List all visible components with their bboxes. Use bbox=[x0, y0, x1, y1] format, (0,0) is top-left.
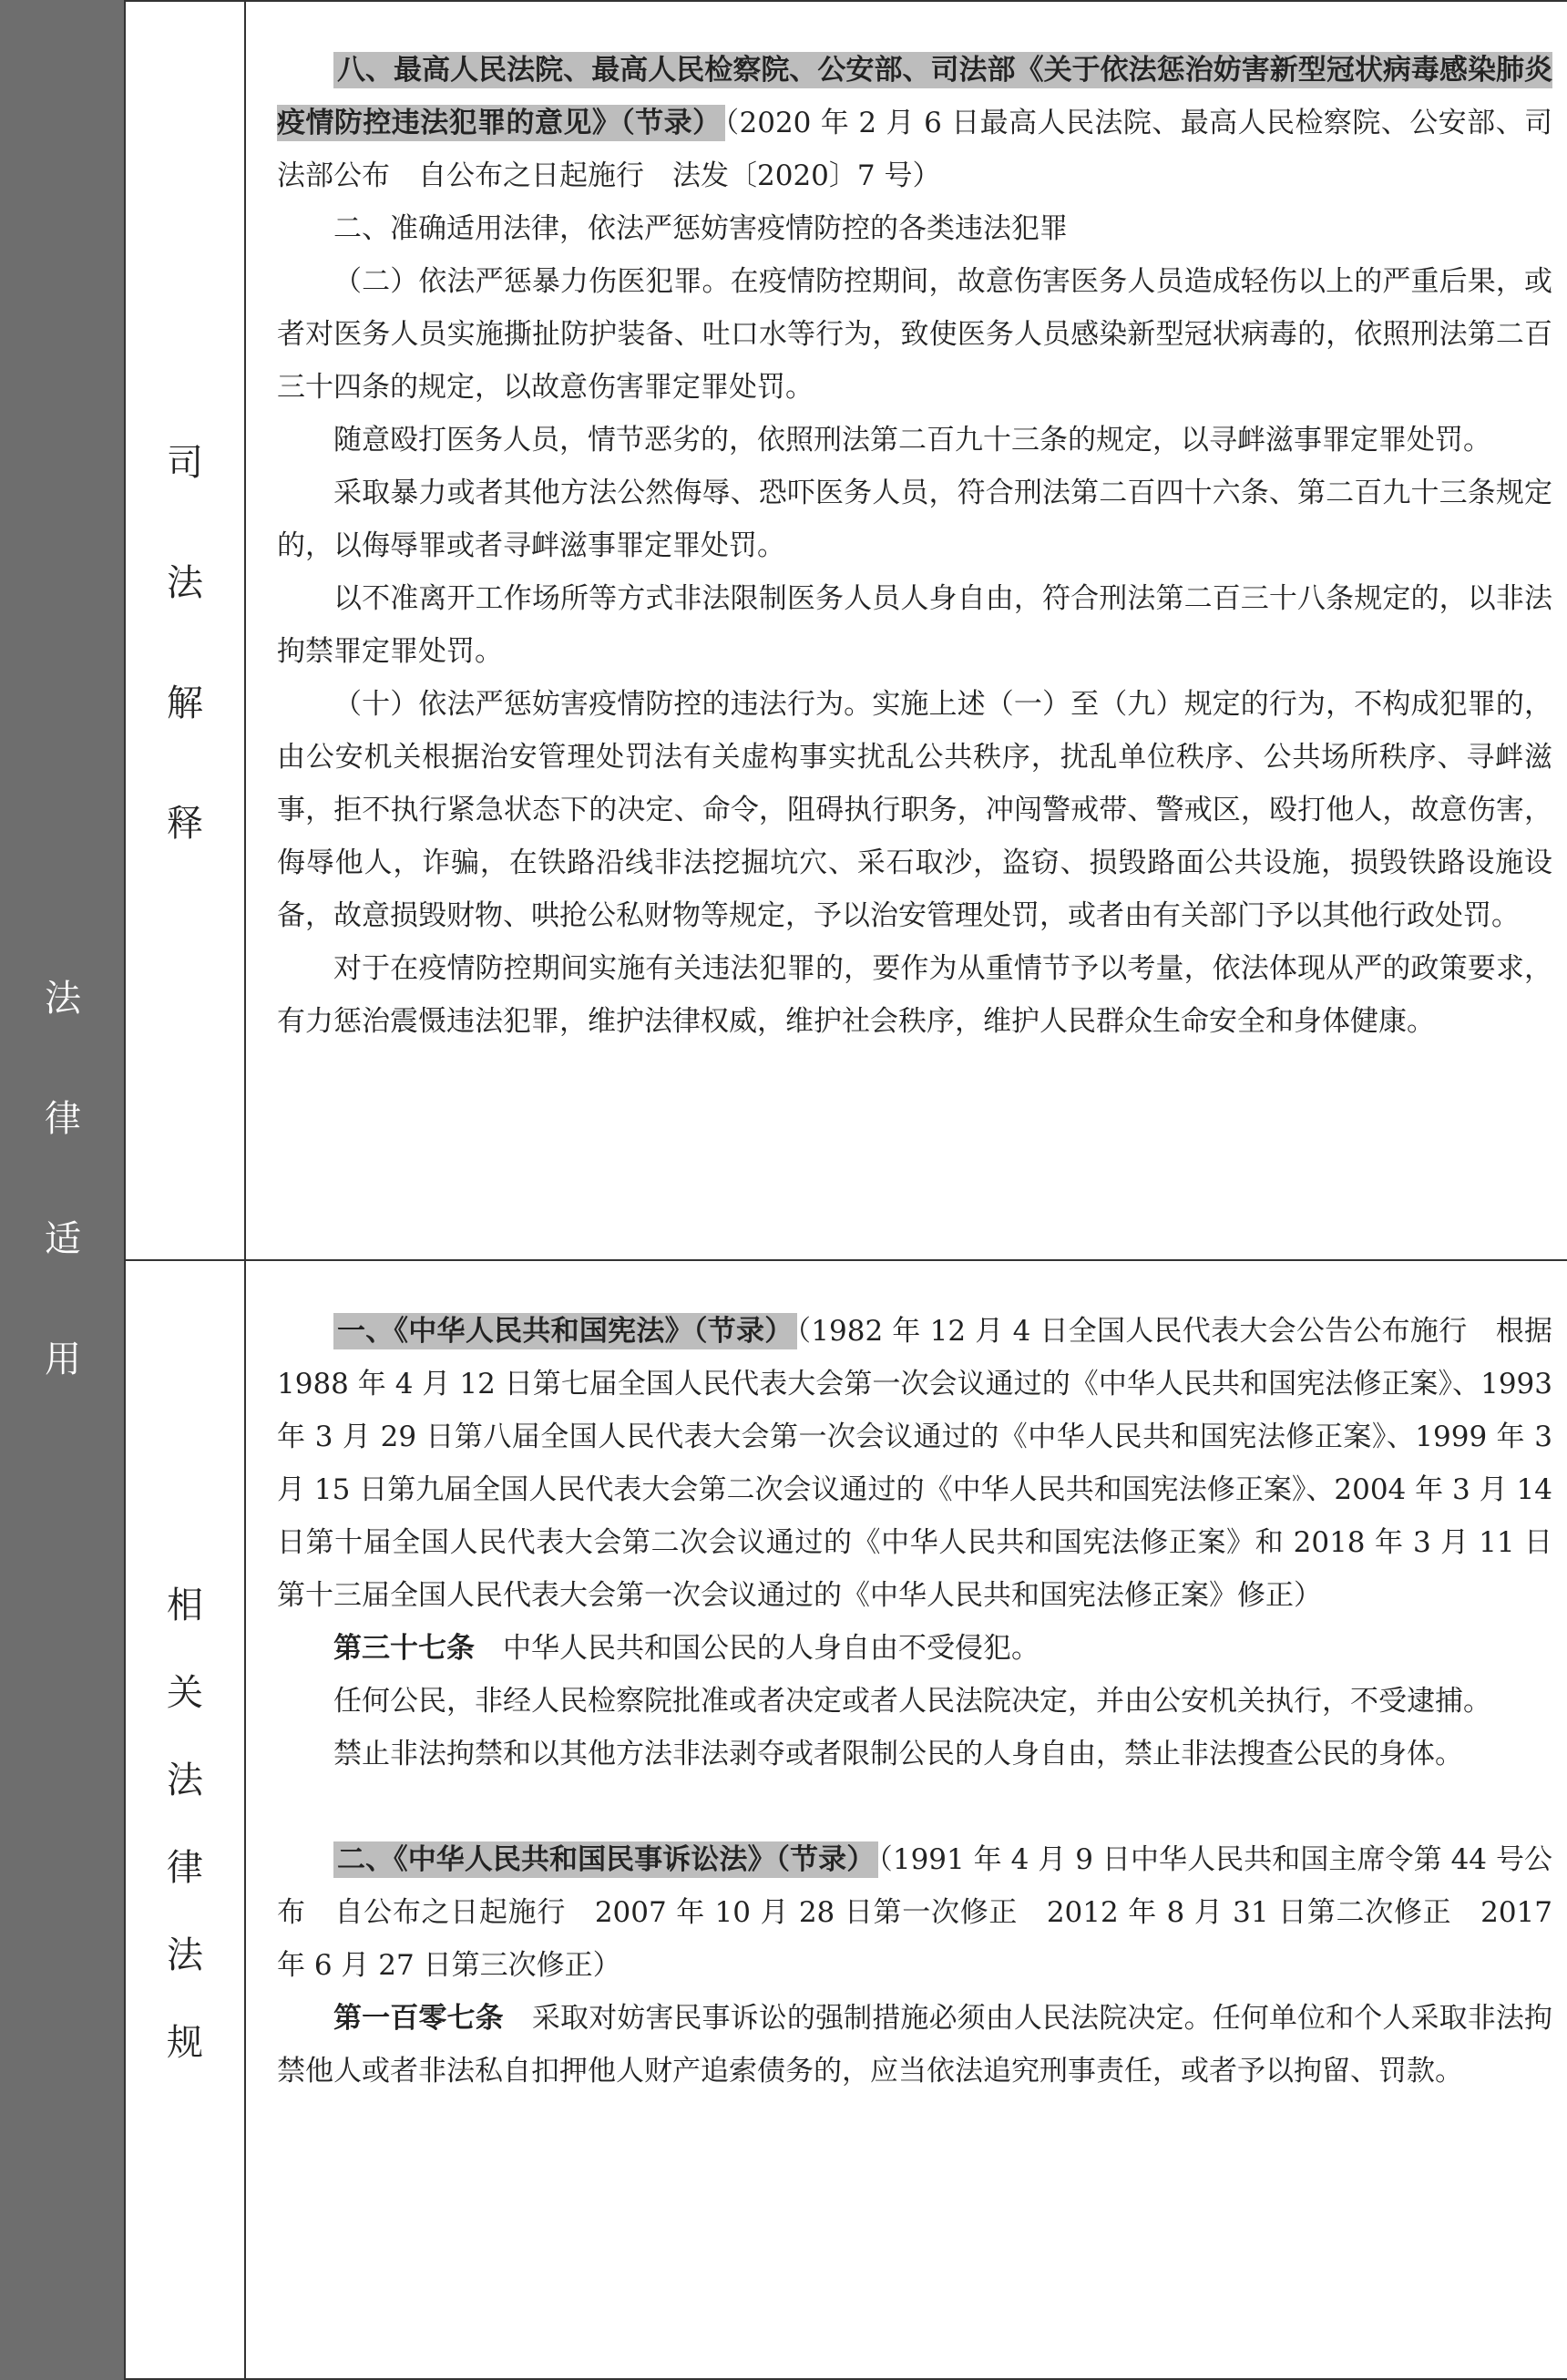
article-label: 第一百零七条 bbox=[333, 2002, 504, 2035]
section-content bbox=[246, 2, 1567, 1259]
law-title: 二、《中华人民共和国民事诉讼法》（节录） bbox=[333, 1841, 878, 1878]
paragraph: 任何公民，非经人民检察院批准或者决定或者人民法院决定，并由公安机关执行，不受逮捕。 bbox=[333, 1685, 1491, 1718]
section-label bbox=[126, 1562, 244, 2087]
law-title: 一、《中华人民共和国宪法》（节录） bbox=[333, 1313, 797, 1349]
document-heading bbox=[277, 44, 1552, 202]
law-heading bbox=[277, 1833, 1552, 1992]
paragraph: 对于在疫情防控期间实施有关违法犯罪的，要作为从重情节予以考量，依法体现从严的政策要求，有力惩治震慑违法犯罪，维护法律权威，维护社会秩序，维护人民群众生命安全和身体健康。 bbox=[277, 952, 1552, 1038]
section-related-laws bbox=[126, 1261, 1567, 2380]
law-heading bbox=[277, 1305, 1552, 1622]
section-label-char: 司 bbox=[167, 442, 203, 484]
section-label-char: 释 bbox=[167, 803, 203, 845]
outer-char: 法 bbox=[45, 978, 81, 1020]
section-label-char: 规 bbox=[167, 2022, 203, 2064]
section-label bbox=[126, 403, 244, 884]
outer-char: 用 bbox=[45, 1339, 81, 1380]
section-label-char: 法 bbox=[167, 1934, 203, 1976]
article-text: 采取对妨害民事诉讼的强制措施必须由人民法院决定。任何单位和个人采取非法拘禁他人或者非法私自扣押他人财产追索债务的，应当依法追究刑事责任，或者予以拘留、罚款。 bbox=[277, 2002, 1553, 2088]
paragraph: 随意殴打医务人员，情节恶劣的，依照刑法第二百九十三条的规定，以寻衅滋事罪定罪处罚。 bbox=[333, 424, 1491, 457]
section-label-column bbox=[126, 1261, 246, 2378]
paragraph: 二、准确适用法律，依法严惩妨害疫情防控的各类违法犯罪 bbox=[333, 212, 1068, 245]
law-meta: （1982 年 12 月 4 日全国人民代表大会公告公布施行 根据 1988 年 4 月 12 日第七届全国人民代表大会第一次会议通过的《中华人民共和国宪法修正案》、1993 年 3 月 29 日第八届全国人民代表大会第一次会议通过的《中华人民共和国宪法修正案》、1999 年 3 月 15 日第九届全国人民代表大会第二次会议通过的《中华人民共和国宪法修正案》、2004 年 3 月 14 日第十届全国人民代表大会第二次会议通过的《中华人民共和国宪法修正案》和 2018 年 3 月 11 日第十三届全国人民代表大会第一次会议通过的《中华人民共和国宪法修正案》修正） bbox=[277, 1315, 1552, 1612]
law-meta: （1991 年 4 月 9 日中华人民共和国主席令第 44 号公布 自公布之日起施行 2007 年 10 月 28 日第一次修正 2012 年 8 月 31 日第二次修正 2017 年 6 月 27 日第三次修正） bbox=[277, 1843, 1553, 1982]
document-title: 八、最高人民法院、最高人民检察院、公安部、司法部《关于依法惩治妨害新型冠状病毒感染肺炎疫情防控违法犯罪的意见》（节录） bbox=[277, 54, 1552, 139]
document-meta: （2020 年 2 月 6 日最高人民法院、最高人民检察院、公安部、司法部公布 自公布之日起施行 法发〔2020〕7 号） bbox=[277, 107, 1553, 192]
section-label-char: 法 bbox=[167, 562, 203, 604]
article-text: 中华人民共和国公民的人身自由不受侵犯。 bbox=[475, 1632, 1040, 1665]
section-label-char: 关 bbox=[167, 1672, 203, 1714]
article bbox=[277, 1622, 1552, 1675]
outer-char: 适 bbox=[45, 1218, 81, 1260]
section-label-char: 律 bbox=[167, 1847, 203, 1889]
section-label-char: 法 bbox=[167, 1759, 203, 1801]
paragraph: 以不准离开工作场所等方式非法限制医务人员人身自由，符合刑法第二百三十八条规定的，以非法拘禁罪定罪处罚。 bbox=[277, 582, 1552, 668]
section-label-char: 相 bbox=[167, 1585, 203, 1626]
paragraph: 禁止非法拘禁和以其他方法非法剥夺或者限制公民的人身自由，禁止非法搜查公民的身体。 bbox=[333, 1738, 1463, 1770]
section-content bbox=[246, 1261, 1567, 2378]
paragraph: （二）依法严惩暴力伤医犯罪。在疫情防控期间，故意伤害医务人员造成轻伤以上的严重后果，或者对医务人员实施撕扯防护装备、吐口水等行为，致使医务人员感染新型冠状病毒的，依照刑法第二百三十四条的规定，以故意伤害罪定罪处罚。 bbox=[277, 265, 1552, 404]
article-label: 第三十七条 bbox=[333, 1632, 475, 1665]
section-label-char: 解 bbox=[167, 682, 203, 724]
article bbox=[277, 1992, 1552, 2098]
section-judicial-interpretation bbox=[126, 0, 1567, 1261]
paragraph: （十）依法严惩妨害疫情防控的违法行为。实施上述（一）至（九）规定的行为，不构成犯罪的，由公安机关根据治安管理处罚法有关虚构事实扰乱公共秩序，扰乱单位秩序、公共场所秩序、寻衅滋事，拒不执行紧急状态下的决定、命令，阻碍执行职务，冲闯警戒带、警戒区，殴打他人，故意伤害，侮辱他人，诈骗，在铁路沿线非法挖掘坑穴、采石取沙，盗窃、损毁路面公共设施，损毁铁路设施设备，故意损毁财物、哄抢公私财物等规定，予以治安管理处罚，或者由有关部门予以其他行政处罚。 bbox=[277, 688, 1552, 932]
outer-category-label bbox=[0, 939, 126, 1420]
outer-char: 律 bbox=[45, 1098, 81, 1140]
spacer bbox=[277, 1780, 1552, 1833]
section-label-column bbox=[126, 2, 246, 1259]
outer-category-column bbox=[0, 0, 126, 2380]
paragraph: 采取暴力或者其他方法公然侮辱、恐吓医务人员，符合刑法第二百四十六条、第二百九十三条规定的，以侮辱罪或者寻衅滋事罪定罪处罚。 bbox=[277, 477, 1552, 562]
